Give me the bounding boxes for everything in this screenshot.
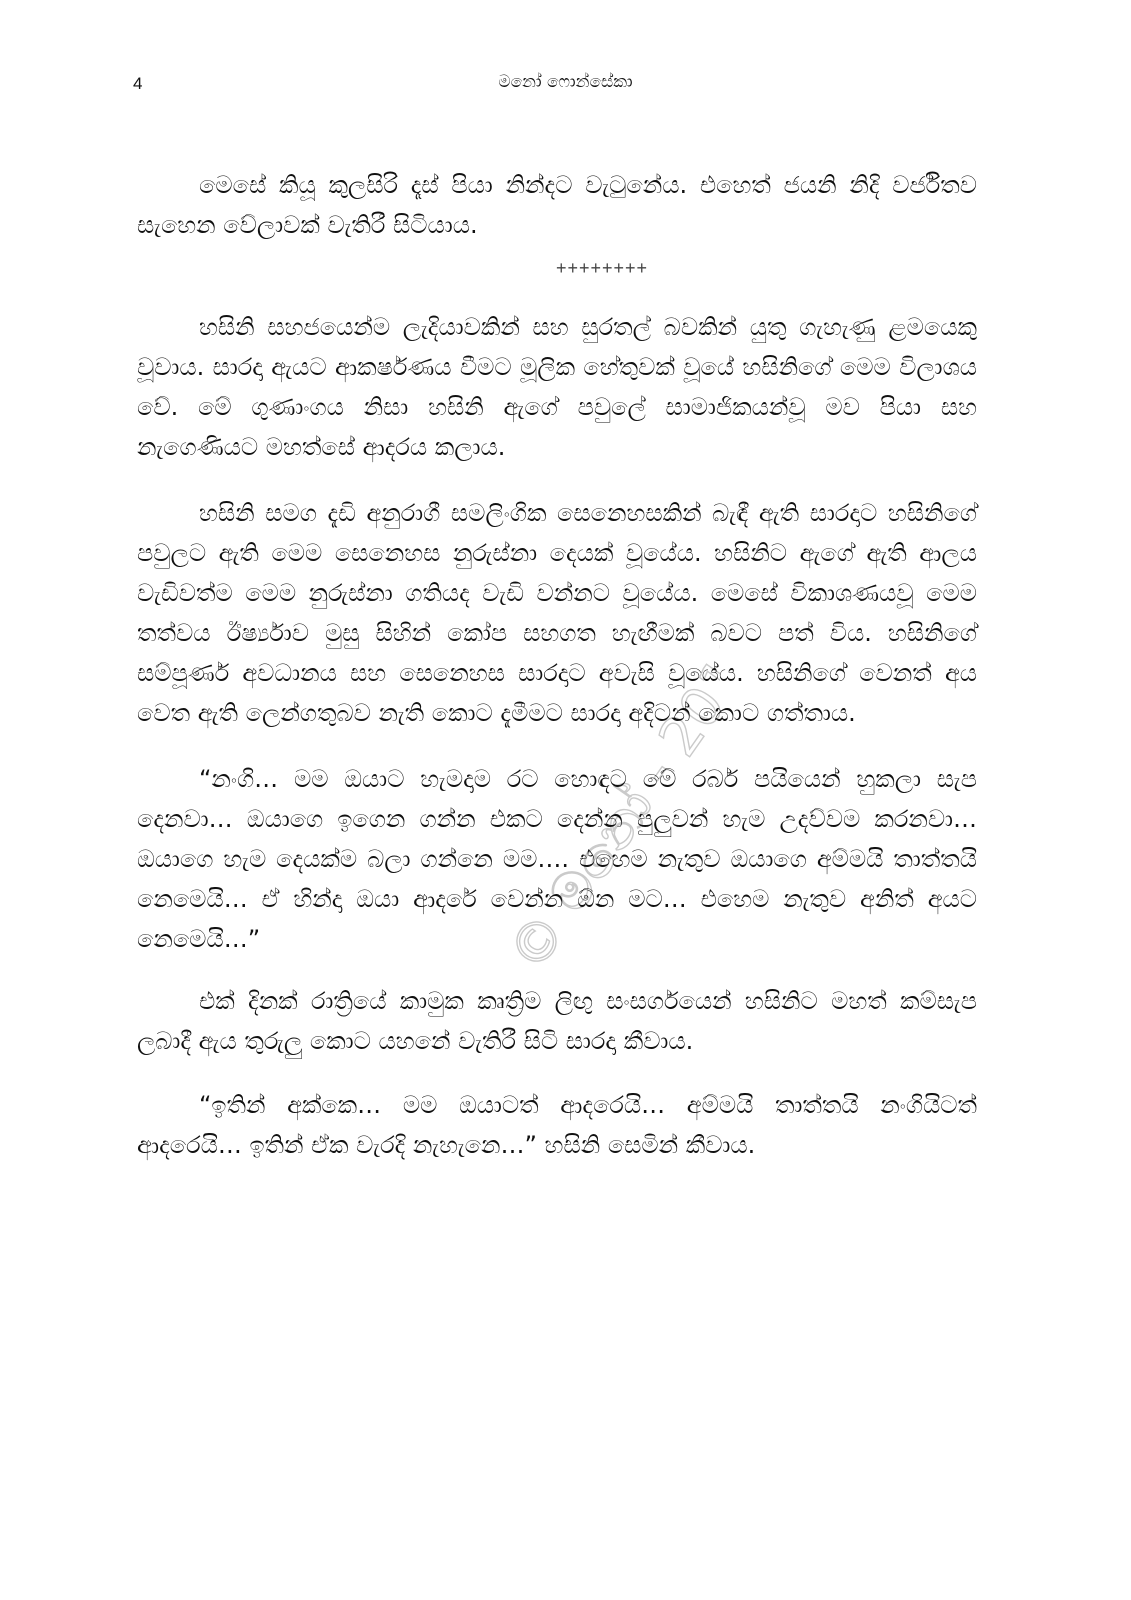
section-separator: ++++++++ [555, 258, 649, 278]
dialogue-paragraph: “ඉතින් අක්කෙ… මම ඔයාටත් ආදරෙයි… අම්මයි තාත්තයි නංගියිටත් ආදරෙයි… ඉතින් ඒක වැරදි නැහැනෙ…” හසිනි සෙමින් කීවාය. [137, 1091, 977, 1159]
paragraph: එක් දිනක් රාත්‍රියේ කාමුක කෘත්‍රිම ලිඟු සංසර්ගයෙන් හසිනිට මහත් කම්සැප ලබාදී ඇය තුරුලු කොට යහනේ වැතිරී සිටි සාරදා කීවාය. [137, 987, 977, 1055]
paragraph: මෙසේ කියූ කුලසිරි දෑස් පියා නින්දට වැටුනේය. එහෙත් ජයනි නිදි වර්ජිතව සැහෙන වේලාවක් වැතිරී සිටියාය. [137, 171, 977, 239]
dialogue-paragraph: “නංගි… මම ඔයාට හැමදාම රට හොඳට මේ රබර් පයියෙන් හුකලා සැප දෙනවා… ඔයාගෙ ඉගෙන ගන්න එකට දෙන්න පුලුවන් හැම උදව්වම කරනවා… ඔයාගෙ හැම දෙයක්ම බලා ගන්නෙ මම…. එහෙම නැතුව ඔයාගෙ අම්මයි තාත්තයි නෙමෙයි… ඒ හින්දා ඔයා ආදරේ වෙන්න ඕන මට… එහෙම නැතුව අනිත් අයට නෙමෙයි…” [137, 765, 977, 953]
paragraph: හසිනි සමග දැඩි අනුරාගී සමලිංගික සෙනෙහසකින් බැඳී ඇති සාරදාට හසිනිගේ පවුලට ඇති මෙම සෙනෙහස නුරුස්නා දෙයක් වූයේය. හසිනිට ඇගේ ඇති ආලය වැඩිවත්ම මෙම නුරුස්නා ගතියද වැඩි වන්නට වූයේය. මෙසේ විකාශණයවූ මෙම තත්වය ඊර්ෂ්‍යාව මුසු සිහින් කෝප සහගත හැඟීමක් බවට පත් විය. හසිනිගේ සම්පූර්ණ අවධානය සහ සෙනෙහස සාරදාට අවැසි වූයේය. හසිනිගේ වෙනත් අය වෙත ඇති ලෙන්ගතුබව නැති කොට දැමීමට සාරදා අදිටන් කොට ගත්තාය. [137, 499, 977, 727]
paragraph: හසිනි සහජයෙන්ම ලැදියාවකින් සහ සුරතල් බවකින් යුතු ගැහැණු ළමයෙකු වූවාය. සාරදා ඇයට ආකර්ෂණය වීමට මූලික හේතුවක් වූයේ හසිනිගේ මෙම විලාශය වේ. මේ ගුණාංගය නිසා හසිනි ඇගේ පවුලේ සාමාජිකයන්වූ මව පියා සහ නැගෙණියට මහත්සේ ආදරය කලාය. [137, 313, 977, 461]
body-text [137, 165, 977, 1189]
watermark-text: © මනෝ - 2018 [496, 640, 720, 983]
running-header-title: මනෝ ෆොන්සේකා [498, 72, 633, 92]
page-number: 4 [133, 74, 143, 93]
